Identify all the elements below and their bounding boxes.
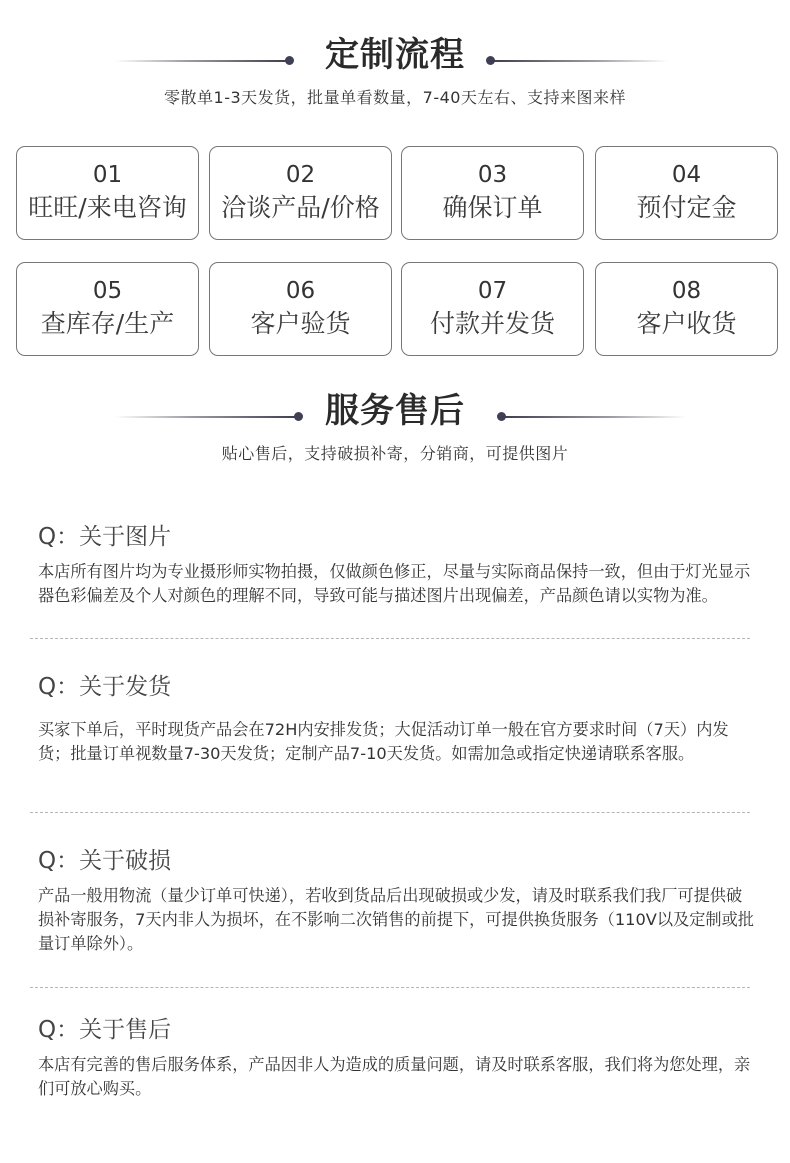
step-card-05 bbox=[16, 262, 199, 356]
step-number: 06 bbox=[285, 278, 316, 304]
faq-answer: 产品一般用物流（量少订单可快递），若收到货品后出现破损或少发，请及时联系我们我厂可提供破损补寄服务，7天内非人为损坏，在不影响二次销售的前提下，可提供换货服务（110V以及定制或批量订单除外）。 bbox=[38, 886, 754, 953]
dashed-divider bbox=[30, 812, 750, 813]
step-label: 付款并发货 bbox=[429, 309, 555, 338]
faq-answer: 本店有完善的售后服务体系，产品因非人为造成的质量问题，请及时联系客服，我们将为您处理，亲们可放心购买。 bbox=[38, 1055, 751, 1098]
step-card-04 bbox=[595, 146, 778, 240]
faq-item-shipping bbox=[38, 672, 758, 766]
step-label: 客户验货 bbox=[250, 309, 351, 338]
faq-question: Q：关于图片 bbox=[38, 524, 172, 550]
step-label: 预付定金 bbox=[636, 193, 737, 222]
faq-answer: 本店所有图片均为专业摄形师实物拍摄，仅做颜色修正，尽量与实际商品保持一致，但由于灯光显示器色彩偏差及个人对颜色的理解不同，导致可能与描述图片出现偏差，产品颜色请以实物为准。 bbox=[38, 562, 751, 605]
step-label: 确保订单 bbox=[442, 193, 543, 222]
service-subtitle: 贴心售后，支持破损补寄，分销商，可提供图片 bbox=[221, 444, 569, 463]
faq-item-after-sales bbox=[38, 1015, 758, 1101]
step-number: 03 bbox=[477, 162, 508, 188]
step-card-01 bbox=[16, 146, 199, 240]
step-card-06 bbox=[209, 262, 392, 356]
step-number: 04 bbox=[671, 162, 702, 188]
service-header bbox=[0, 386, 790, 463]
faq-question: Q：关于破损 bbox=[38, 848, 172, 874]
step-number: 02 bbox=[285, 162, 316, 188]
process-header bbox=[0, 30, 790, 107]
step-label: 客户收货 bbox=[636, 309, 737, 338]
step-number: 08 bbox=[671, 278, 702, 304]
service-title-row bbox=[0, 386, 790, 436]
faq-answer: 买家下单后，平时现货产品会在72H内安排发货；大促活动订单一般在官方要求时间（7天）内发货；批量订单视数量7-30天发货；定制产品7-10天发货。如需加急或指定快递请联系客服。 bbox=[38, 720, 729, 763]
process-title-row bbox=[0, 30, 790, 80]
faq-question: Q：关于发货 bbox=[38, 674, 172, 700]
step-label: 查库存/生产 bbox=[40, 309, 175, 338]
dashed-divider bbox=[30, 987, 750, 988]
step-label: 洽谈产品/价格 bbox=[221, 193, 380, 222]
step-number: 01 bbox=[92, 162, 123, 188]
step-card-07 bbox=[401, 262, 584, 356]
step-card-08 bbox=[595, 262, 778, 356]
faq-item-pictures bbox=[38, 522, 758, 608]
step-card-02 bbox=[209, 146, 392, 240]
process-title: 定制流程 bbox=[325, 35, 465, 75]
faq-item-damage bbox=[38, 846, 758, 956]
dashed-divider bbox=[30, 638, 750, 639]
process-subtitle: 零散单1-3天发货，批量单看数量，7-40天左右、支持来图来样 bbox=[164, 88, 626, 107]
step-number: 07 bbox=[477, 278, 508, 304]
faq-question: Q：关于售后 bbox=[38, 1017, 172, 1043]
step-card-03 bbox=[401, 146, 584, 240]
decorative-line-right bbox=[501, 416, 686, 418]
step-label: 旺旺/来电咨询 bbox=[28, 193, 187, 222]
step-number: 05 bbox=[92, 278, 123, 304]
service-title: 服务售后 bbox=[325, 391, 465, 431]
decorative-line-right bbox=[490, 60, 668, 62]
